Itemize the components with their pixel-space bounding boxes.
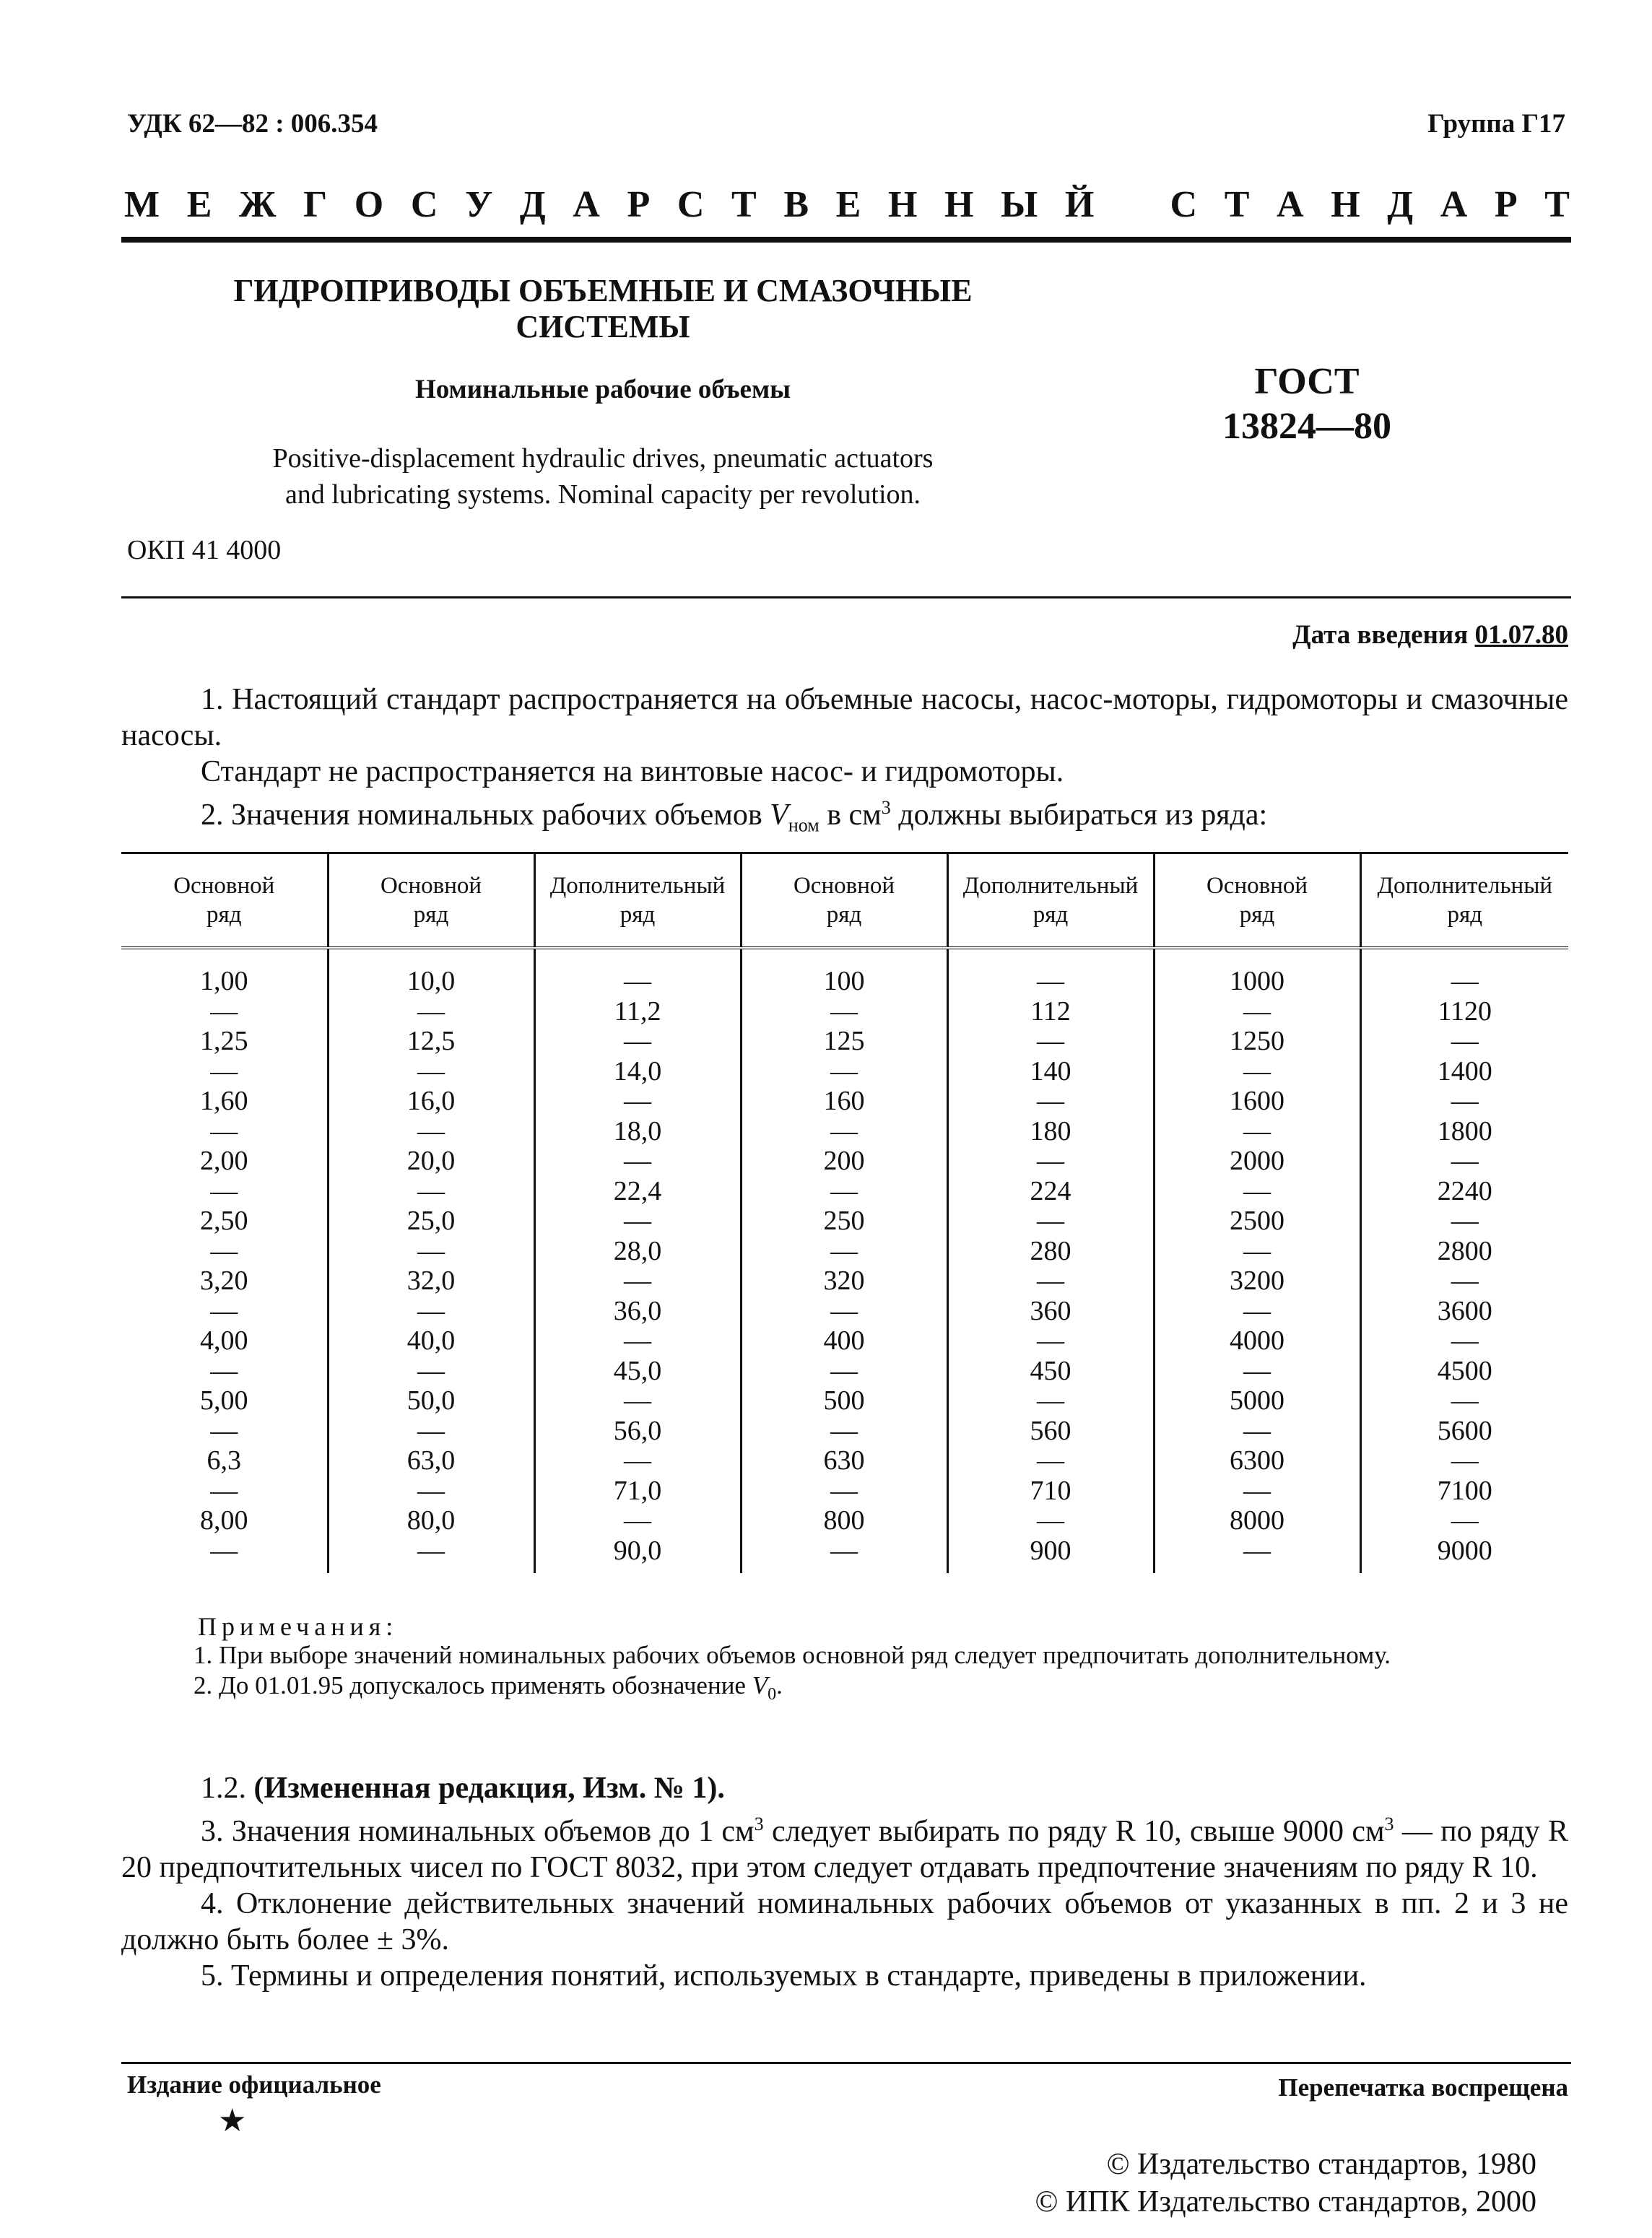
official-edition-label: Издание официальное xyxy=(127,2071,381,2099)
table-cell: — xyxy=(210,1235,238,1266)
table-cell: — xyxy=(1037,966,1064,996)
table-cell: 16,0 xyxy=(407,1086,456,1116)
table-cell: 5600 xyxy=(1437,1415,1492,1446)
table-cell: 7100 xyxy=(1437,1475,1492,1506)
table-cell: — xyxy=(624,1505,651,1536)
notes: 1. При выборе значений номинальных рабочих объемов основной ряд следует предпочитать дополнительному. 2. До 01.01.95 допускалось применять обозначение $V_0$. xyxy=(121,1640,1568,1710)
table-cell: 9000 xyxy=(1437,1535,1492,1566)
table-cell: — xyxy=(417,1415,445,1446)
table-cell: 2,50 xyxy=(200,1206,248,1236)
table-cell: 320 xyxy=(823,1266,865,1296)
table-cell: 25,0 xyxy=(407,1206,456,1236)
table-cell: — xyxy=(1451,1266,1479,1296)
amendment-note: 1.2. (Измененная редакция, Изм. № 1). 3. Значения номинальных объемов до 1 $см^3$ следует выбирать по ряду R 10, свыше 9000 $см^3$ — по ряду R 20 предпочтительных чисел по ГОСТ 8032, при этом следует отдавать предпочтение значениям по ряду R 10. 4. Отклонение действительных значений номинальных рабочих объемов от указанных в пп. 2 и 3 не должно быть более ± 3%. 5. Термины и определения понятий, используемых в стандарте, приведены в приложении. xyxy=(121,1772,1568,1993)
table-cell: 710 xyxy=(1030,1475,1071,1506)
table-column xyxy=(741,948,947,1573)
table-cell: 90,0 xyxy=(613,1535,662,1566)
table-cell: — xyxy=(210,1115,238,1146)
heading-letter: Г xyxy=(303,184,328,225)
table-cell: — xyxy=(1451,1206,1479,1236)
table-column xyxy=(328,948,534,1573)
table-cell: 125 xyxy=(823,1026,865,1056)
table-cell: 112 xyxy=(1030,996,1071,1027)
table-cell: 14,0 xyxy=(613,1055,662,1087)
table-header-cell xyxy=(1154,853,1360,949)
table-cell: — xyxy=(1451,1385,1479,1416)
table-cell: — xyxy=(624,1445,651,1476)
table-cell: 500 xyxy=(823,1385,865,1416)
table-cell: — xyxy=(1451,1086,1479,1116)
table-cell: 50,0 xyxy=(407,1385,456,1416)
star-icon: ★ xyxy=(218,2103,247,2138)
heading-letter: А xyxy=(1277,184,1304,225)
table-cell: 1800 xyxy=(1437,1115,1492,1146)
table-cell: — xyxy=(417,1235,445,1266)
table-cell: — xyxy=(1243,1055,1271,1087)
table-cell: — xyxy=(210,1475,238,1506)
table-cell: 8,00 xyxy=(200,1505,248,1536)
table-cell: 180 xyxy=(1030,1115,1071,1146)
table-cell: 1120 xyxy=(1438,996,1492,1027)
table-cell: 2,00 xyxy=(200,1146,248,1176)
table-cell: 20,0 xyxy=(407,1146,456,1176)
group-code: Группа Г17 xyxy=(1427,109,1565,139)
table-cell: 630 xyxy=(823,1445,865,1476)
english-title: Positive-displacement hydraulic drives, pneumatic actuators and lubricating systems. Nominal capacity per revolution. xyxy=(272,443,934,510)
table-column xyxy=(121,948,328,1573)
table-cell: — xyxy=(210,1295,238,1326)
table-cell: — xyxy=(1451,1505,1479,1536)
table-cell: 3,20 xyxy=(200,1266,248,1296)
table-cell: 40,0 xyxy=(407,1325,456,1356)
table-cell: — xyxy=(1243,1535,1271,1566)
table-cell: 400 xyxy=(823,1325,865,1356)
document-title: ГИДРОПРИВОДЫ ОБЪЕМНЫЕ И СМАЗОЧНЫЕ СИСТЕМЫ xyxy=(233,273,973,344)
heading-letter: А xyxy=(573,184,600,225)
table-header-line: Основной xyxy=(1206,873,1308,899)
table-cell: 12,5 xyxy=(407,1026,456,1056)
footer-rule xyxy=(121,2062,1571,2064)
table-header-line: ряд xyxy=(1032,902,1069,928)
table-cell: — xyxy=(830,996,858,1027)
table-cell: — xyxy=(1243,1355,1271,1386)
table-cell: — xyxy=(1037,1026,1064,1056)
table-cell: — xyxy=(830,1115,858,1146)
table-cell: 1,00 xyxy=(200,966,248,996)
table-cell: — xyxy=(1243,1475,1271,1506)
heading-letter: М xyxy=(124,184,160,225)
table-header-line: ряд xyxy=(1447,902,1482,928)
table-cell: 200 xyxy=(823,1146,865,1176)
table-column xyxy=(1154,948,1360,1573)
table-cell: — xyxy=(1451,1146,1479,1176)
header-rule xyxy=(121,237,1571,243)
table-cell: — xyxy=(830,1355,858,1386)
table-cell: — xyxy=(830,1535,858,1566)
table-cell: 5000 xyxy=(1230,1385,1284,1416)
table-header-cell xyxy=(1360,853,1568,949)
table-cell: 2500 xyxy=(1230,1206,1284,1236)
table-cell: — xyxy=(624,1385,651,1416)
table-cell: — xyxy=(417,1355,445,1386)
table-cell: — xyxy=(624,1206,651,1236)
copyright-1980: © Издательство стандартов, 1980 xyxy=(1106,2148,1536,2181)
table-cell: 4500 xyxy=(1437,1355,1492,1386)
heading-letter: Й xyxy=(1064,184,1095,225)
heading-letter: Р xyxy=(1494,184,1518,225)
table-cell: — xyxy=(417,1535,445,1566)
table-cell: 3200 xyxy=(1230,1266,1284,1296)
heading-letter: С xyxy=(677,184,705,225)
table-cell: — xyxy=(417,996,445,1027)
table-cell: 45,0 xyxy=(613,1355,662,1386)
table-cell: 3600 xyxy=(1437,1295,1492,1326)
paragraph-3: 3. Значения номинальных объемов до 1 $см^3$ следует выбирать по ряду R 10, свыше 9000 $см^3$ — по ряду R 20 предпочтительных чисел по ГОСТ 8032, при этом следует отдавать предпочтение значениям по ряду R 10. xyxy=(121,1814,1568,1884)
table-header-cell xyxy=(741,853,947,949)
heading-letter: Н xyxy=(887,184,918,225)
table-header-cell xyxy=(947,853,1154,949)
table-cell: — xyxy=(830,1475,858,1506)
paragraph-1: 1. Настоящий стандарт распространяется на объемные насосы, насос-моторы, гидромоторы и смазочные насосы. Стандарт не распространяется на винтовые насос- и гидромоторы. 2. Значения номинальных рабочих объемов $V_{ном}$ в $см^3$ должны выбираться из ряда: xyxy=(121,682,1568,843)
heading-letter: Н xyxy=(944,184,974,225)
table-cell: 250 xyxy=(823,1206,865,1236)
gost-number: ГОСТ 13824—80 xyxy=(1222,361,1391,447)
table-cell: 2240 xyxy=(1437,1175,1492,1206)
table-cell: — xyxy=(830,1235,858,1266)
table-cell: 2000 xyxy=(1230,1146,1284,1176)
table-header-line: Дополнительный xyxy=(962,873,1139,899)
table-header-line: ряд xyxy=(206,902,242,928)
table-header-line: Основной xyxy=(380,873,482,899)
table-header-line: ряд xyxy=(1239,902,1275,928)
table-header-line: ряд xyxy=(620,902,656,928)
table-cell: 8000 xyxy=(1230,1505,1284,1536)
document-subtitle: Номинальные рабочие объемы xyxy=(414,375,791,404)
table-cell: — xyxy=(624,1086,651,1116)
table-cell: — xyxy=(1037,1086,1064,1116)
table-cell: 160 xyxy=(823,1086,865,1116)
paragraph-4: 4. Отклонение действительных значений номинальных рабочих объемов от указанных в пп. 2 и 3 не должно быть более ± 3%. xyxy=(121,1887,1568,1956)
table-cell: 2800 xyxy=(1437,1235,1492,1266)
title-rule xyxy=(121,596,1571,598)
heading-letter: Ж xyxy=(239,184,277,225)
table-cell: 1600 xyxy=(1230,1086,1284,1116)
reprint-prohibited-label: Перепечатка воспрещена xyxy=(1278,2073,1568,2102)
table-cell: 224 xyxy=(1030,1175,1071,1206)
table-cell: — xyxy=(1037,1445,1064,1476)
table-cell: — xyxy=(830,1295,858,1326)
nominal-volumes-table xyxy=(121,852,1568,1573)
heading-letter: Н xyxy=(1331,184,1360,225)
table-cell: 28,0 xyxy=(613,1235,662,1266)
table-cell: 900 xyxy=(1030,1535,1071,1566)
table-cell: — xyxy=(210,1415,238,1446)
table-cell: — xyxy=(1451,1325,1479,1356)
table-cell: 5,00 xyxy=(200,1385,248,1416)
table-header-line: Основной xyxy=(173,873,275,899)
heading-letter: У xyxy=(465,184,493,225)
table-cell: 1000 xyxy=(1230,966,1284,996)
table-column xyxy=(1360,948,1568,1573)
table-cell: 6300 xyxy=(1230,1445,1284,1476)
heading-letter: В xyxy=(783,184,809,225)
table-cell: — xyxy=(417,1115,445,1146)
table-cell: — xyxy=(1243,1415,1271,1446)
heading-letter: Д xyxy=(1387,184,1414,225)
table-cell: — xyxy=(830,1415,858,1446)
table-cell: — xyxy=(1451,1445,1479,1476)
heading-letter: Е xyxy=(186,184,212,225)
table-cell: — xyxy=(210,1535,238,1566)
table-cell: 4000 xyxy=(1230,1325,1284,1356)
table-cell: 1250 xyxy=(1230,1026,1284,1056)
heading-letter: А xyxy=(1440,184,1468,225)
table-cell: — xyxy=(1451,966,1479,996)
table-cell: — xyxy=(1037,1325,1064,1356)
heading-gap xyxy=(1121,183,1143,226)
table-cell: — xyxy=(624,1026,651,1056)
table-column xyxy=(947,948,1154,1573)
table-cell: — xyxy=(1243,1295,1271,1326)
heading-letter: С xyxy=(410,184,438,225)
table-cell: — xyxy=(417,1475,445,1506)
table-cell: 56,0 xyxy=(613,1415,662,1446)
table-cell: 4,00 xyxy=(200,1325,248,1356)
table-cell: — xyxy=(417,1295,445,1326)
table-cell: 140 xyxy=(1030,1055,1071,1087)
table-header-cell xyxy=(534,853,741,949)
paragraph-2: 2. Значения номинальных рабочих объемов $V_{ном}$ в $см^3$ должны выбираться из ряда: xyxy=(201,797,1268,836)
table-cell: 6,3 xyxy=(206,1445,241,1476)
table-cell: — xyxy=(624,1266,651,1296)
table-cell: — xyxy=(830,1055,858,1087)
table-cell: — xyxy=(1243,996,1271,1027)
table-cell: 100 xyxy=(823,966,865,996)
table-header-line: Дополнительный xyxy=(1377,873,1553,899)
table-cell: 18,0 xyxy=(613,1115,662,1146)
table-header-cell xyxy=(121,853,328,949)
heading-letter: Д xyxy=(519,184,546,225)
table-cell: — xyxy=(417,1175,445,1206)
table-header-cell xyxy=(328,853,534,949)
table-cell: — xyxy=(624,966,651,996)
table-header-line: Дополнительный xyxy=(549,873,726,899)
note-2: 2. До 01.01.95 допускалось применять обозначение $V_0$. xyxy=(194,1671,783,1704)
table-cell: 360 xyxy=(1030,1295,1071,1326)
table-cell: — xyxy=(1037,1385,1064,1416)
table-cell: — xyxy=(624,1146,651,1176)
table-cell: 10,0 xyxy=(407,966,456,996)
notes-title: Примечания: xyxy=(198,1612,399,1641)
table-cell: — xyxy=(1243,1115,1271,1146)
table-cell: 63,0 xyxy=(407,1445,456,1476)
table-cell: 71,0 xyxy=(613,1475,662,1506)
okp-code: ОКП 41 4000 xyxy=(127,535,282,565)
heading-letter: Т xyxy=(731,184,757,225)
heading-letter: Т xyxy=(1544,184,1570,225)
heading-letter: О xyxy=(354,184,384,225)
heading-letter: Р xyxy=(627,184,651,225)
table-cell: — xyxy=(210,1355,238,1386)
table-cell: — xyxy=(210,996,238,1027)
table-cell: 36,0 xyxy=(613,1295,662,1326)
heading-letter: Е xyxy=(835,184,861,225)
table-header-line: ряд xyxy=(826,902,862,928)
heading-letter: Т xyxy=(1224,184,1250,225)
copyright-2000: © ИПК Издательство стандартов, 2000 xyxy=(1035,2185,1536,2219)
table-cell: — xyxy=(1243,1175,1271,1206)
table-cell: 1400 xyxy=(1437,1055,1492,1087)
table-cell: 280 xyxy=(1030,1235,1071,1266)
table-cell: 450 xyxy=(1030,1355,1071,1386)
table-cell: — xyxy=(624,1325,651,1356)
table-cell: 800 xyxy=(823,1505,865,1536)
table-cell: 32,0 xyxy=(407,1266,456,1296)
table-cell: 11,2 xyxy=(614,996,661,1027)
table-column xyxy=(534,948,741,1573)
table-cell: — xyxy=(1037,1266,1064,1296)
table-cell: 560 xyxy=(1030,1415,1071,1446)
table-cell: 1,25 xyxy=(200,1026,248,1056)
table-cell: — xyxy=(1451,1026,1479,1056)
table-cell: 1,60 xyxy=(200,1086,248,1116)
table-header-line: ряд xyxy=(413,902,449,928)
table-cell: — xyxy=(417,1055,445,1087)
table-cell: 22,4 xyxy=(613,1175,662,1206)
table-cell: — xyxy=(1037,1505,1064,1536)
heading-letter: Ы xyxy=(1001,184,1038,225)
paragraph-5: 5. Термины и определения понятий, используемых в стандарте, приведены в приложении. xyxy=(201,1959,1367,1993)
table-cell: — xyxy=(1037,1146,1064,1176)
table-cell: 80,0 xyxy=(407,1505,456,1536)
table-cell: — xyxy=(210,1175,238,1206)
table-cell: — xyxy=(830,1175,858,1206)
table-header-line: Основной xyxy=(793,873,895,899)
udk-code: УДК 62—82 : 006.354 xyxy=(127,109,378,139)
heading-letter: С xyxy=(1170,184,1198,225)
table-cell: — xyxy=(1037,1206,1064,1236)
table-cell: — xyxy=(1243,1235,1271,1266)
table-cell: — xyxy=(210,1055,238,1087)
interstate-standard-heading xyxy=(124,183,1570,226)
introduction-date: Дата введения 01.07.80 xyxy=(1292,620,1568,650)
